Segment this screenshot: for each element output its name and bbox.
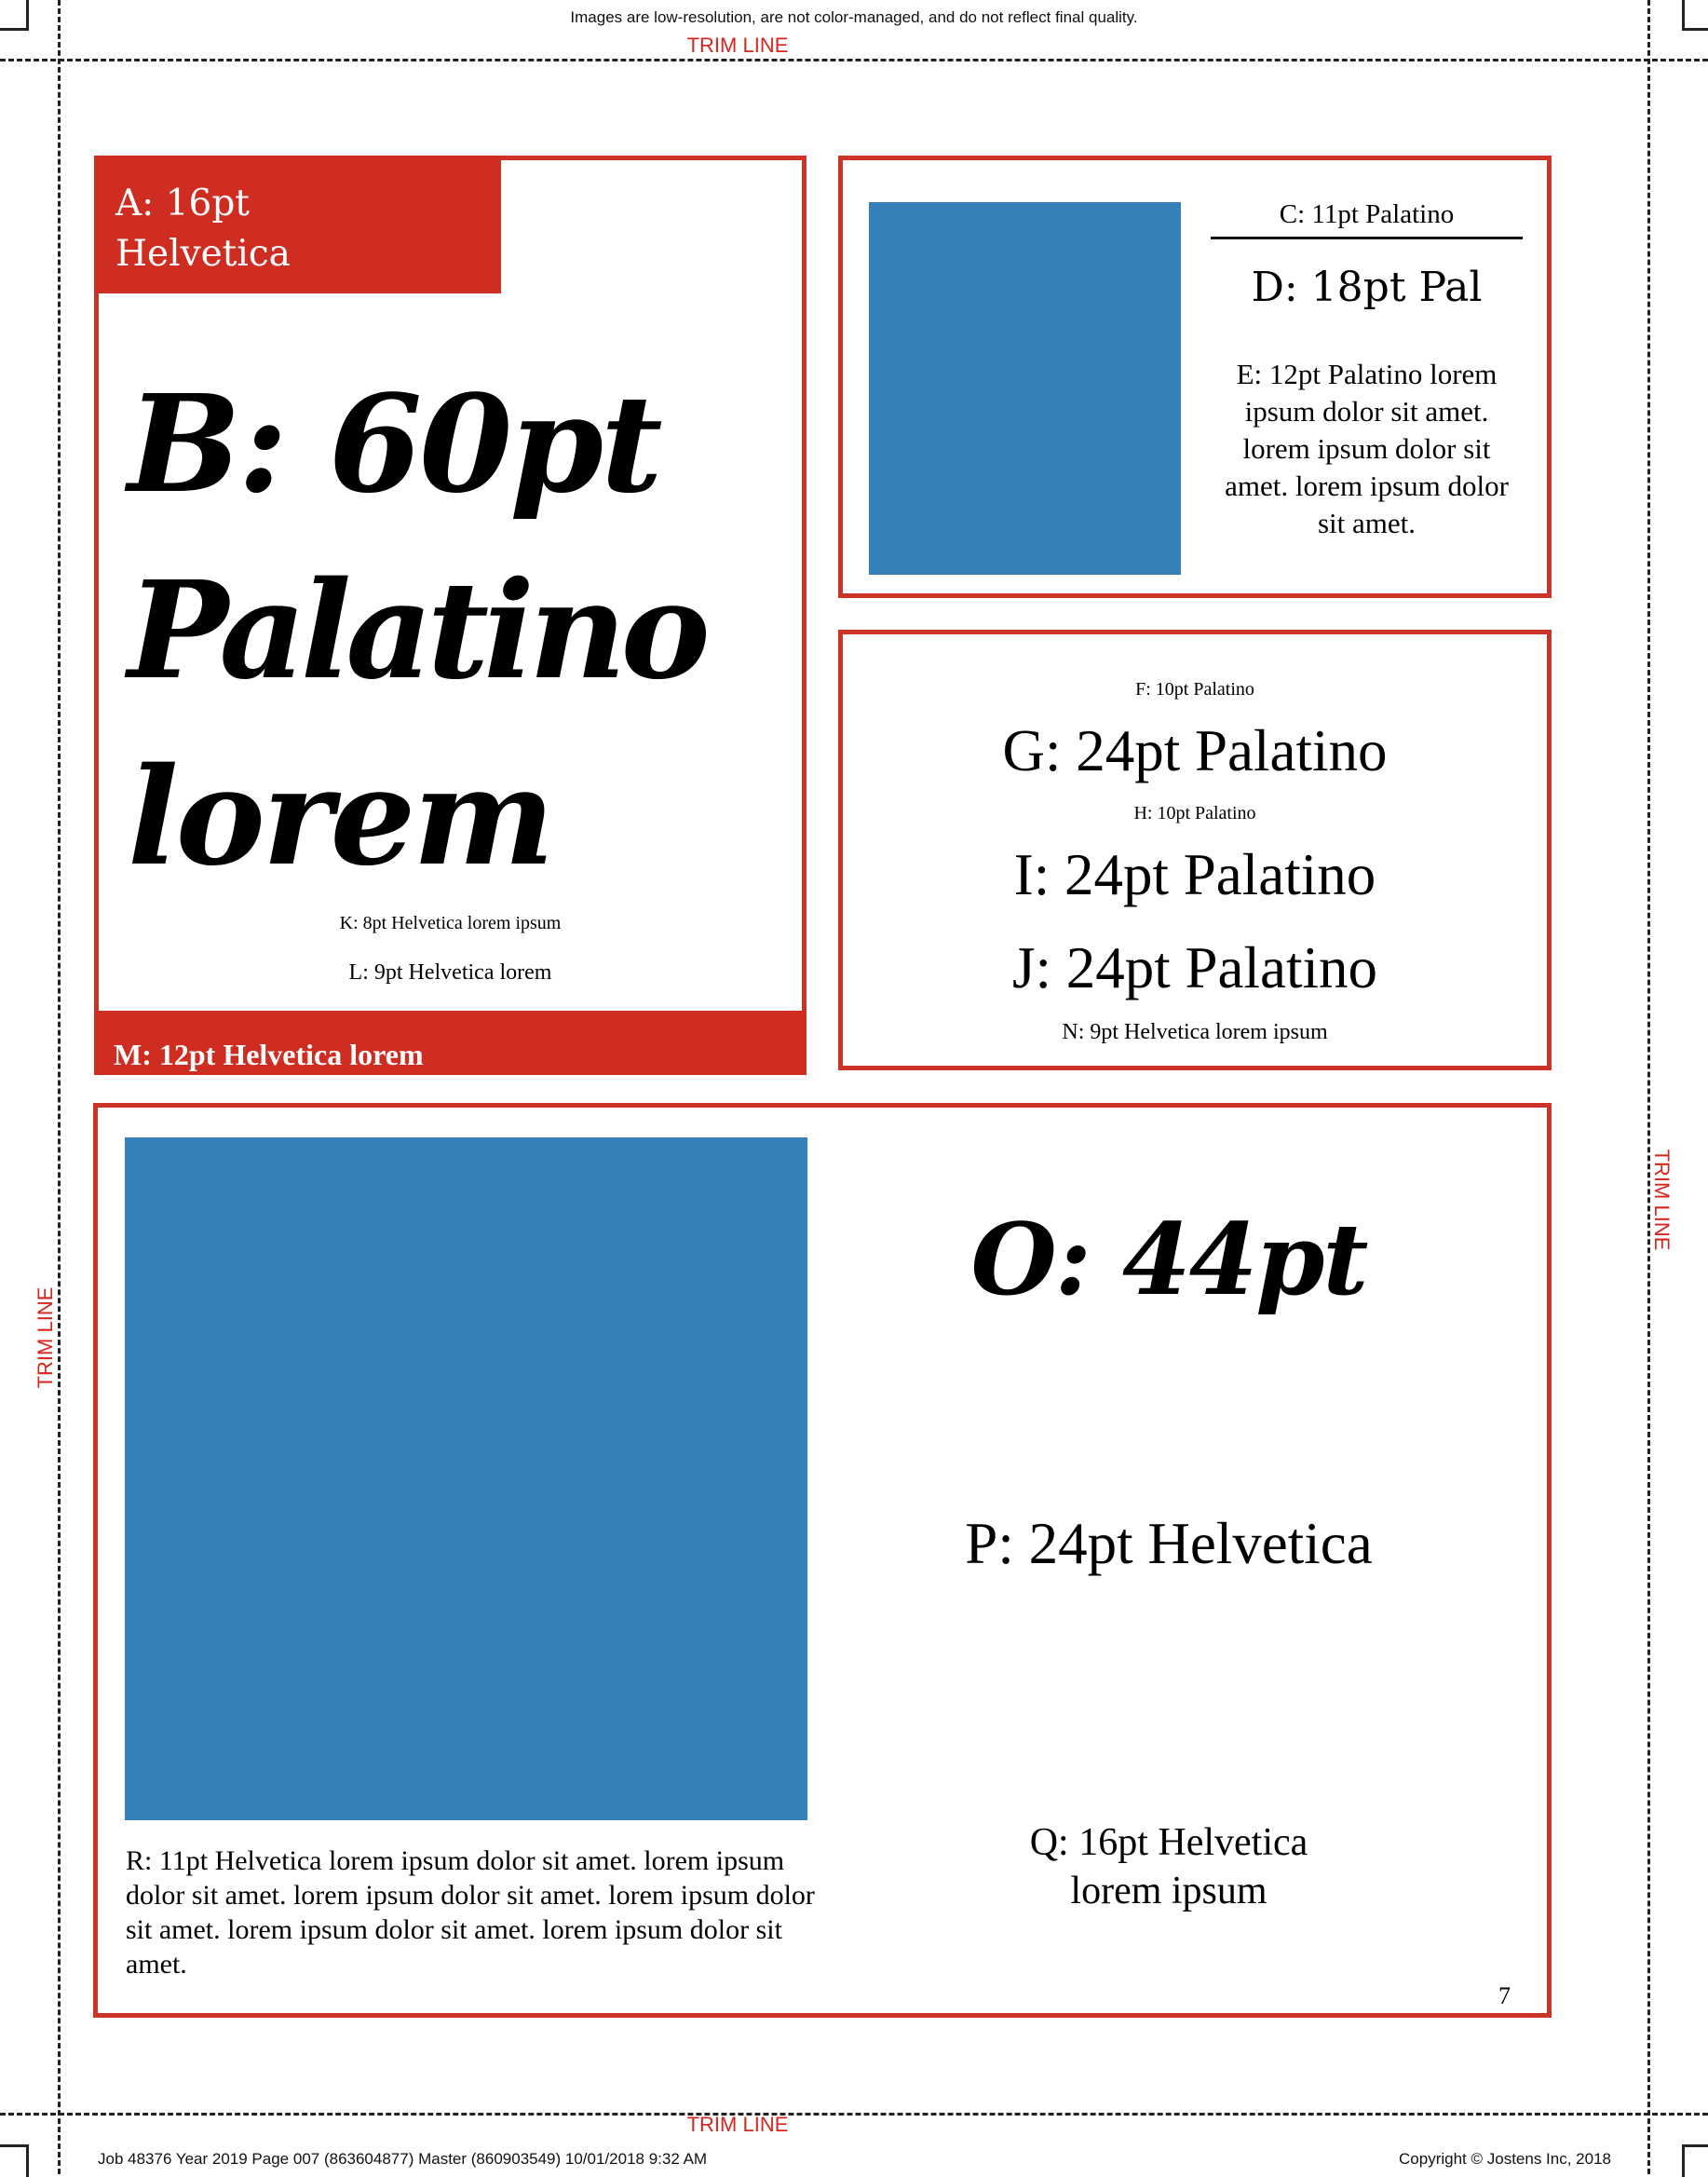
job-info: Job 48376 Year 2019 Page 007 (863604877) Master (860903549) 10/01/2018 9:32 AM	[98, 2150, 708, 2168]
q-line-2: lorem ipsum	[1070, 1870, 1267, 1912]
j-label: J: 24pt Palatino	[1012, 935, 1377, 1000]
h-label: H: 10pt Palatino	[1133, 803, 1256, 823]
trim-label-right: TRIM LINE	[1650, 1149, 1674, 1251]
trim-line-bottom	[0, 2113, 1708, 2116]
o-label: O: 44pt	[970, 1201, 1367, 1317]
p-label: P: 24pt Helvetica	[965, 1511, 1373, 1576]
e-text: E: 12pt Palatino lorem ipsum dolor sit amet. lorem ipsum dolor sit amet. lorem ipsum dolor sit amet.	[1225, 358, 1509, 539]
c-label: C: 11pt Palatino	[1279, 199, 1455, 229]
image-placeholder-top-right	[869, 202, 1181, 575]
image-placeholder-bottom	[125, 1137, 807, 1820]
panel-bottom	[93, 1103, 1552, 2018]
crop-mark-bottom-right	[1682, 2144, 1708, 2177]
b-line-1: B: 60pt	[128, 365, 660, 523]
m-label: M: 12pt Helvetica lorem	[114, 1038, 424, 1071]
trim-line-right	[1647, 0, 1650, 2174]
c-rule	[1211, 237, 1523, 239]
a-label: A: 16pt Helvetica	[115, 183, 291, 275]
page-number: 7	[1498, 1982, 1511, 2009]
g-label: G: 24pt Palatino	[1002, 718, 1388, 783]
trim-label-bottom: TRIM LINE	[686, 2113, 789, 2136]
trim-label-left: TRIM LINE	[34, 1286, 57, 1389]
trim-line-top	[0, 59, 1708, 61]
d-label: D: 18pt Pal	[1251, 264, 1483, 311]
k-label: K: 8pt Helvetica lorem ipsum	[339, 913, 562, 933]
i-label: I: 24pt Palatino	[1013, 842, 1376, 907]
copyright: Copyright © Jostens Inc, 2018	[1399, 2150, 1611, 2168]
q-line-1: Q: 16pt Helvetica	[1029, 1821, 1308, 1864]
panel-top-right	[838, 156, 1552, 598]
l-label: L: 9pt Helvetica lorem	[348, 960, 552, 985]
trim-label-top: TRIM LINE	[686, 34, 789, 57]
trim-line-left	[58, 0, 61, 2174]
panel-mid-right	[838, 630, 1552, 1070]
r-text: R: 11pt Helvetica lorem ipsum dolor sit amet. lorem ipsum dolor sit amet. lorem ipsum dolor sit amet. lorem ipsum dolor sit amet. lorem ipsum dolor sit amet. lorem ipsum dolor sit amet.	[126, 1845, 815, 1980]
b-line-3: lorem	[128, 738, 552, 895]
f-label: F: 10pt Palatino	[1135, 679, 1254, 700]
b-line-2: Palatino	[128, 551, 705, 709]
panel-left	[94, 156, 807, 1070]
low-res-notice: Images are low-resolution, are not color-managed, and do not reflect final quality.	[570, 8, 1138, 26]
crop-mark-bottom-left	[0, 2144, 29, 2177]
n-label: N: 9pt Helvetica lorem ipsum	[1062, 1020, 1328, 1044]
